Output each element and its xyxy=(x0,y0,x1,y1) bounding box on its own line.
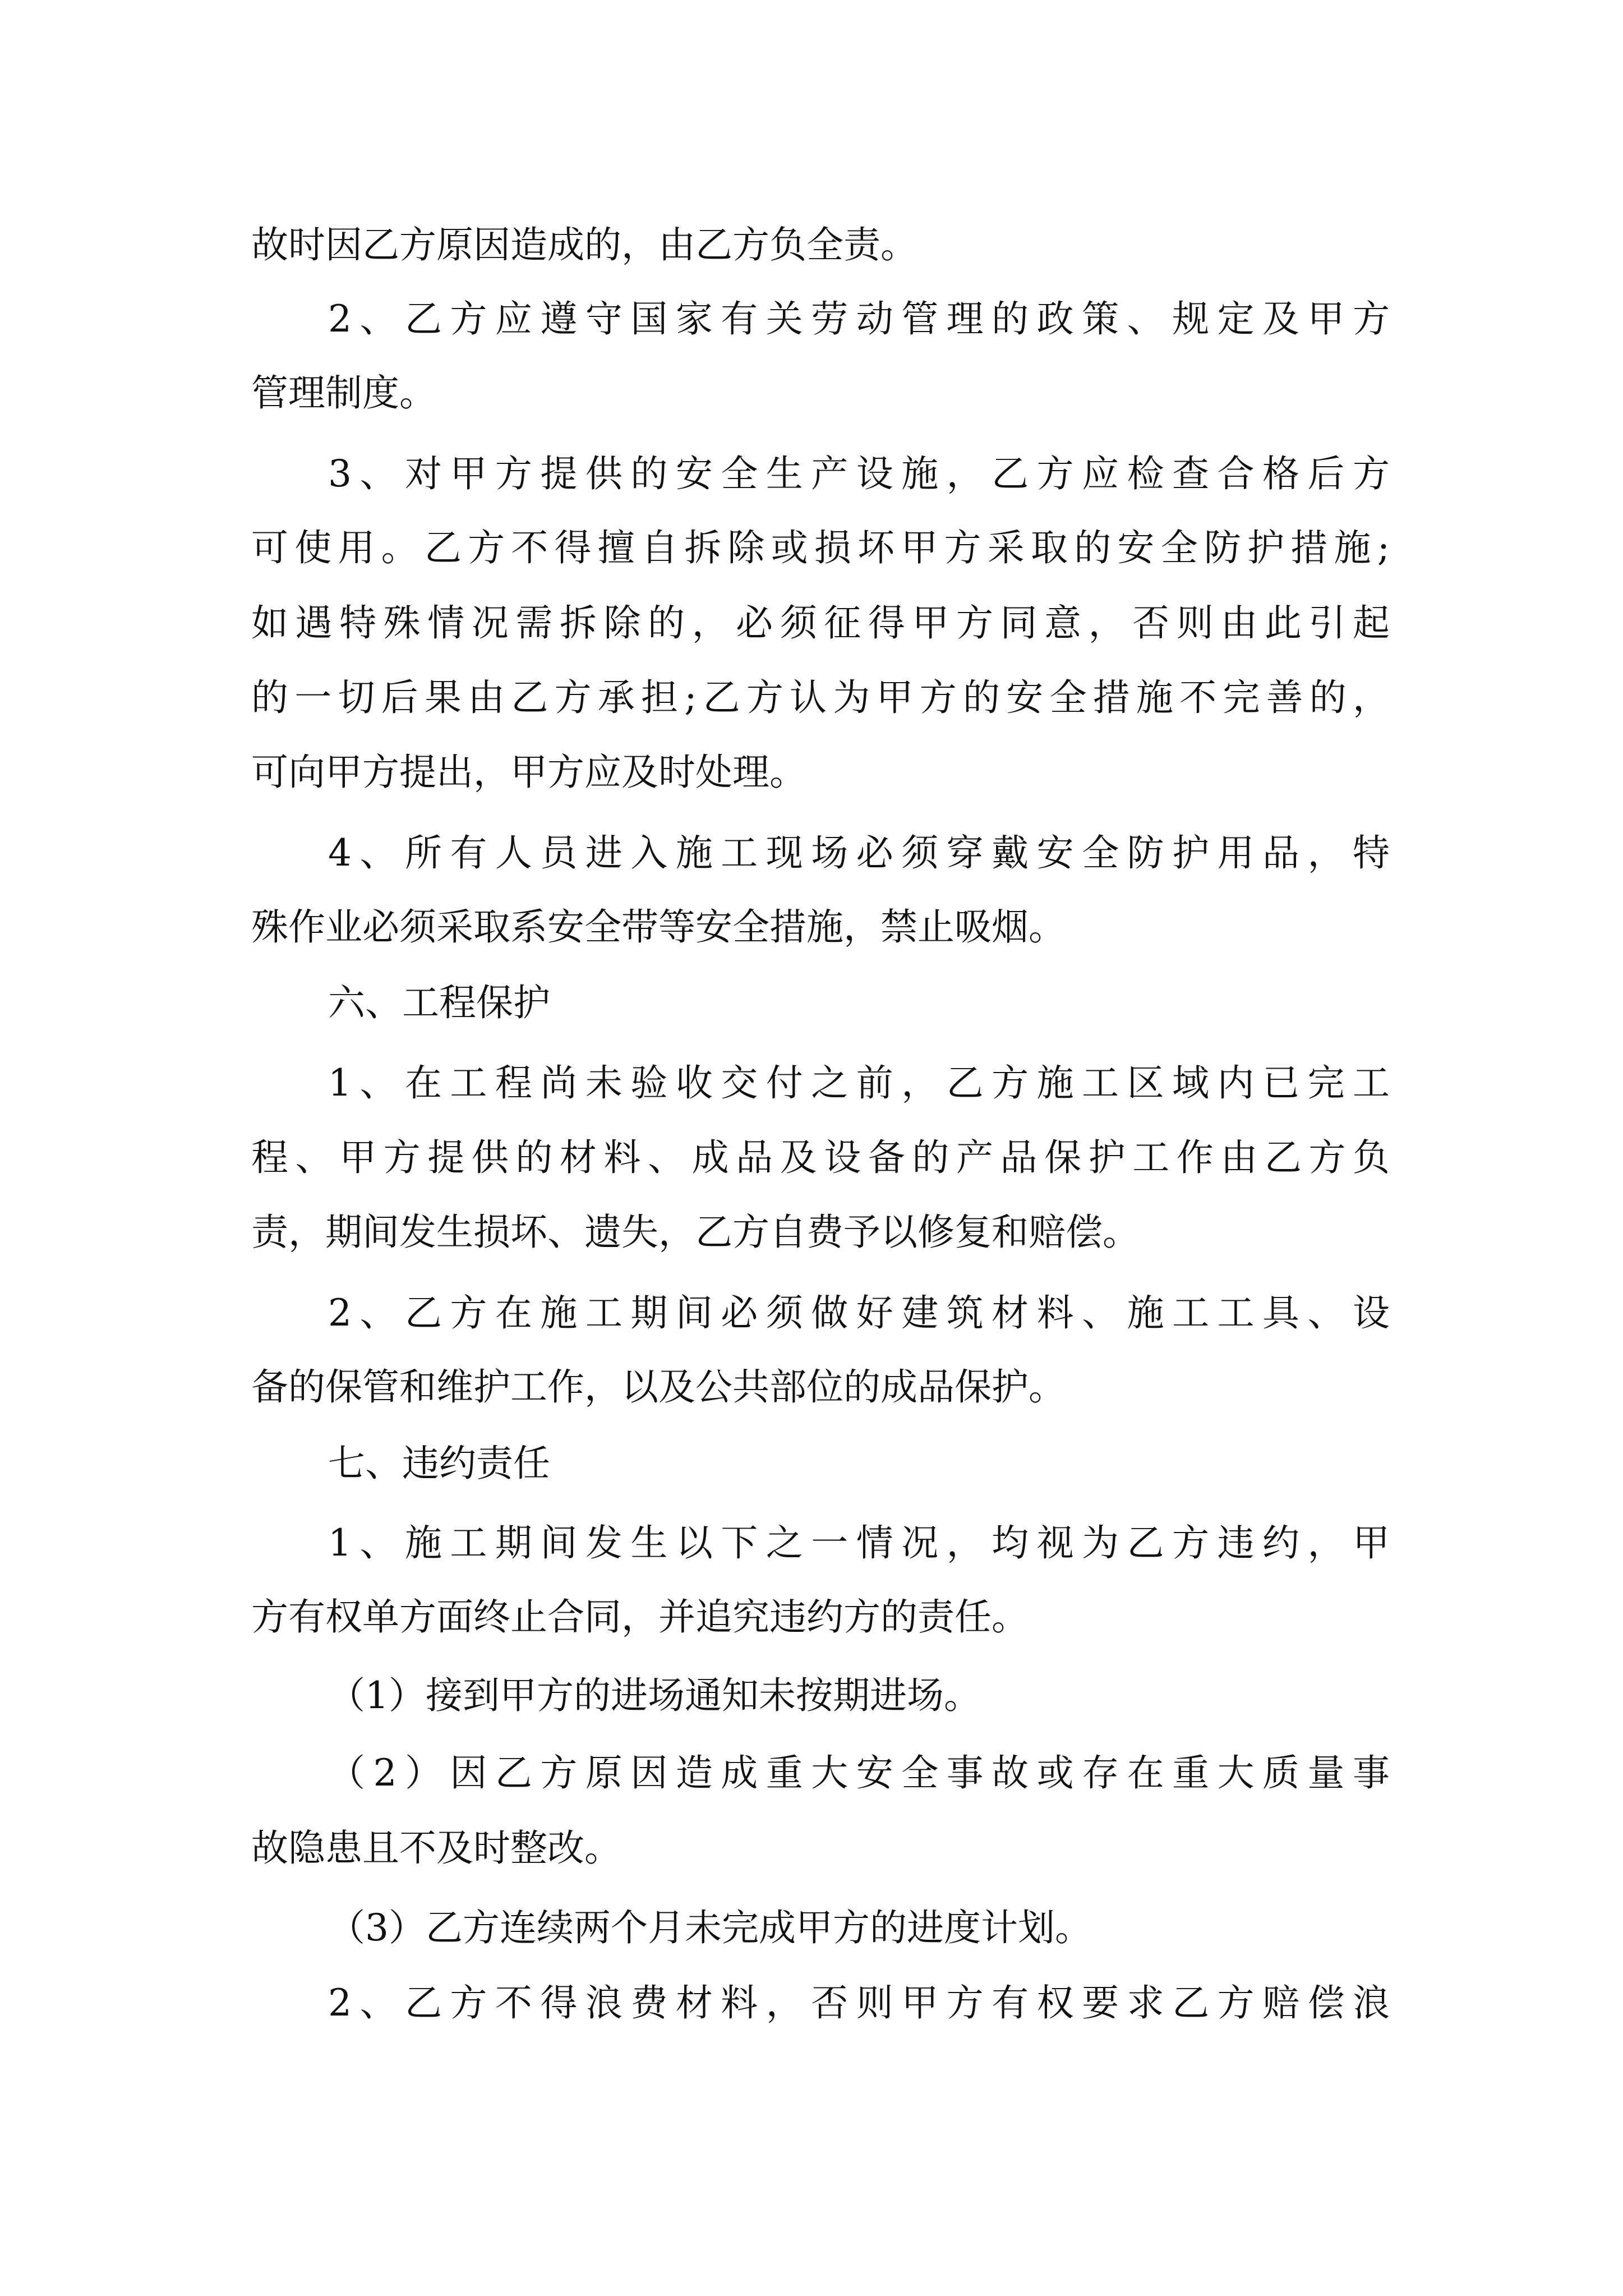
text-line: 程、甲方提供的材料、成品及设备的产品保护工作由乙方负 xyxy=(251,1136,1390,1179)
section-heading: 六、工程保护 xyxy=(328,981,550,1024)
text-line: 可使用。乙方不得擅自拆除或损坏甲方采取的安全防护措施; xyxy=(251,526,1390,569)
text-line: 的一切后果由乙方承担;乙方认为甲方的安全措施不完善的， xyxy=(251,676,1390,719)
text-line: 可向甲方提出，甲方应及时处理。 xyxy=(251,751,806,794)
text-line: 备的保管和维护工作，以及公共部位的成品保护。 xyxy=(251,1365,1066,1409)
text-line: 方有权单方面终止合同，并追究违约方的责任。 xyxy=(251,1595,1029,1639)
text-line: 2、乙方在施工期间必须做好建筑材料、施工工具、设 xyxy=(328,1291,1390,1335)
text-line: 责，期间发生损坏、遗失，乙方自费予以修复和赔偿。 xyxy=(251,1211,1140,1254)
text-line: 故隐患且不及时整改。 xyxy=(251,1826,621,1870)
text-line: 1、施工期间发生以下之一情况，均视为乙方违约，甲 xyxy=(328,1521,1390,1565)
text-line: 2、乙方应遵守国家有关劳动管理的政策、规定及甲方 xyxy=(328,297,1390,341)
text-line: （1）接到甲方的进场通知未按期进场。 xyxy=(328,1674,981,1717)
text-line: 故时因乙方原因造成的，由乙方负全责。 xyxy=(251,223,917,266)
text-line: 1、在工程尚未验收交付之前，乙方施工区域内已完工 xyxy=(328,1061,1390,1105)
section-heading: 七、违约责任 xyxy=(328,1442,550,1485)
text-line: 管理制度。 xyxy=(251,371,436,415)
text-line: （2）因乙方原因造成重大安全事故或存在重大质量事 xyxy=(328,1751,1390,1795)
text-line: 3、对甲方提供的安全生产设施，乙方应检查合格后方 xyxy=(328,452,1390,495)
text-line: 4、所有人员进入施工现场必须穿戴安全防护用品，特 xyxy=(328,831,1390,875)
text-line: 2、乙方不得浪费材料，否则甲方有权要求乙方赔偿浪 xyxy=(328,1981,1390,2024)
text-line: （3）乙方连续两个月未完成甲方的进度计划。 xyxy=(328,1906,1092,1949)
text-line: 殊作业必须采取系安全带等安全措施，禁止吸烟。 xyxy=(251,905,1066,949)
text-line: 如遇特殊情况需拆除的，必须征得甲方同意，否则由此引起 xyxy=(251,601,1390,645)
